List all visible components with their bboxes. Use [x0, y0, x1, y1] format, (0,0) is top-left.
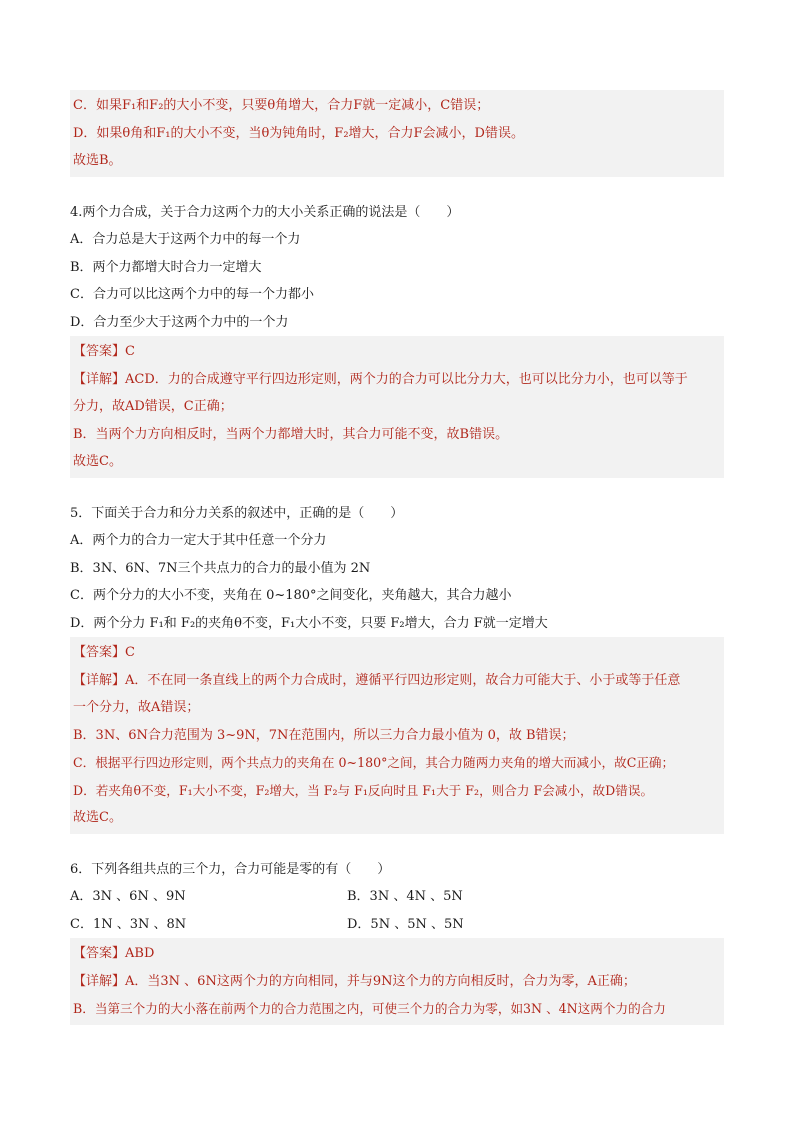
detail-label: 【详解】 [73, 371, 126, 387]
option-c: C．合力可以比这两个力中的每一个力都小 [70, 287, 314, 302]
detail-line [73, 366, 721, 394]
detail-line: B．当两个力方向相反时，当两个力都增大时，其合力可能不变，故B错误。 [73, 426, 509, 442]
answer-value: C [125, 645, 135, 660]
prev-explanation-line: 故选B。 [73, 153, 122, 168]
detail-line: C．根据平行四边形定则，两个共点力的夹角在 0~180°之间，其合力随两力夹角的增大而减小，故C正确； [73, 755, 675, 770]
detail-line [73, 968, 721, 996]
q6-answer-box [70, 938, 724, 1025]
option-d: D．两个分力 F₁和 F₂的夹角θ不变，F₁大小不变，只要 F₂增大，合力 F就一定增大 [70, 615, 548, 631]
option-a: A．合力总是大于这两个力中的每一个力 [70, 232, 301, 247]
question-stem: 5．下面关于合力和分力关系的叙述中，正确的是（ ） [70, 505, 404, 521]
detail-text: A．当3N 、6N这两个力的方向相同，并与9N这个力的方向相反时，合力为零，A正确； [125, 973, 636, 989]
question-4 [70, 199, 724, 337]
options-row [70, 883, 724, 911]
detail-label: 【详解】 [73, 973, 126, 989]
detail-line: B．3N、6N合力范围为 3~9N，7N在范围内，所以三力合力最小值为 0，故 B错误； [73, 727, 575, 743]
detail-line: 分力，故AD错误，C正确； [73, 399, 233, 414]
prev-explanation-line: C．如果F₁和F₂的大小不变，只要θ角增大，合力F就一定减小，C错误； [73, 98, 490, 113]
answer-label: 【答案】 [73, 946, 126, 961]
question-5 [70, 500, 724, 638]
question-6 [70, 856, 724, 939]
prev-explanation-box [70, 90, 724, 177]
option-c: C．1N 、3N 、8N [70, 916, 187, 932]
option-b: B．3N、6N、7N三个共点力的合力的最小值为 2N [70, 560, 371, 576]
detail-line [73, 667, 721, 695]
answer-line [73, 639, 721, 667]
detail-line: B．当第三个力的大小落在前两个力的合力范围之内，可使三个力的合力为零，如3N 、4N这两个力的合力 [73, 1001, 666, 1016]
q5-answer-box [70, 637, 724, 834]
detail-label: 【详解】 [73, 672, 126, 688]
options-row [70, 911, 724, 939]
option-d: D．5N 、5N 、5N [347, 916, 464, 932]
answer-value: C [125, 344, 135, 359]
detail-line: D．若夹角θ不变，F₁大小不变，F₂增大，当 F₂与 F₁反向时且 F₁大于 F₂，则合力 F会减小，故D错误。 [73, 782, 654, 798]
detail-text: A．不在同一条直线上的两个力合成时，遵循平行四边形定则，故合力可能大于、小于或等于任意 [125, 672, 681, 688]
detail-text: ACD．力的合成遵守平行四边形定则，两个力的合力可以比分力大，也可以比分力小，也可以等于 [125, 371, 688, 387]
option-c: C．两个分力的大小不变，夹角在 0~180°之间变化，夹角越大，其合力越小 [70, 588, 512, 603]
option-b: B．3N 、4N 、5N [347, 889, 463, 904]
question-stem: 6．下列各组共点的三个力，合力可能是零的有（ ） [70, 861, 391, 877]
q4-answer-box [70, 336, 724, 478]
prev-explanation-line: D．如果θ角和F₁的大小不变，当θ为钝角时，F₂增大，合力F会减小，D错误。 [73, 125, 524, 141]
document-page [70, 90, 724, 1025]
option-a: A．3N 、6N 、9N [70, 889, 186, 904]
answer-value: ABD [125, 946, 155, 961]
detail-line: 一个分力，故A错误； [73, 700, 200, 715]
answer-label: 【答案】 [73, 645, 126, 660]
answer-label: 【答案】 [73, 344, 126, 359]
answer-line [73, 940, 721, 968]
question-stem: 4.两个力合成，关于合力这两个力的大小关系正确的说法是（ ） [70, 204, 460, 220]
option-a: A．两个力的合力一定大于其中任意一个分力 [70, 533, 327, 548]
detail-line: 故选C。 [73, 810, 122, 825]
option-b: B．两个力都增大时合力一定增大 [70, 259, 262, 275]
answer-line [73, 338, 721, 366]
detail-line: 故选C。 [73, 454, 122, 469]
option-d: D．合力至少大于这两个力中的一个力 [70, 314, 289, 330]
